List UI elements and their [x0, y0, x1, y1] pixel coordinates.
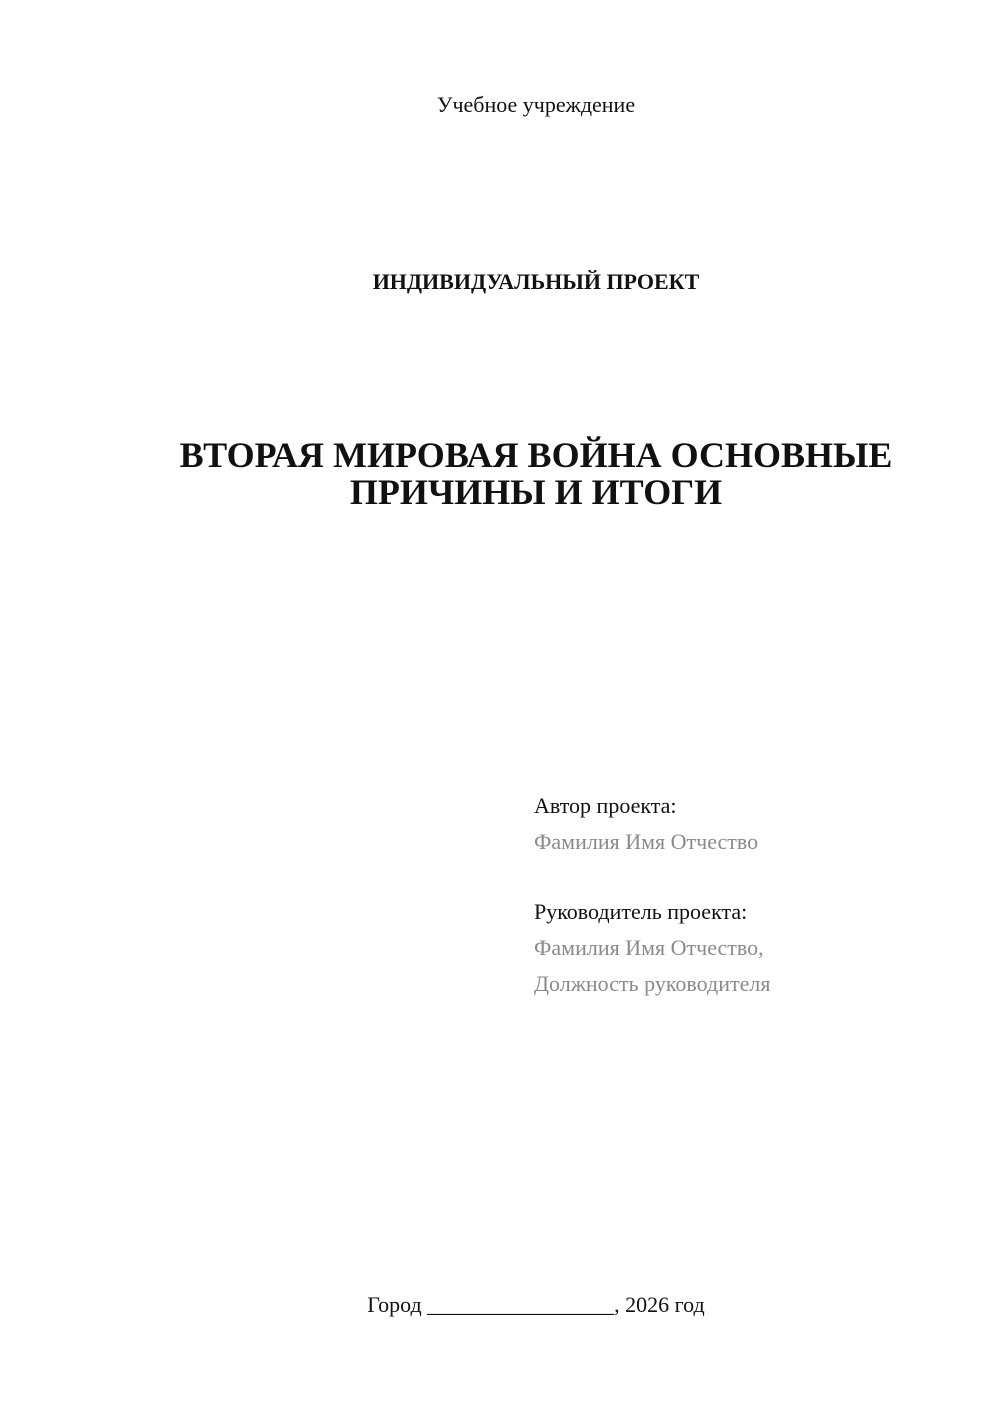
document-title-line-1: ВТОРАЯ МИРОВАЯ ВОЙНА ОСНОВНЫЕ	[179, 435, 893, 475]
info-spacer	[534, 860, 974, 894]
author-name: Фамилия Имя Отчество	[534, 829, 759, 854]
supervisor-label: Руководитель проекта:	[534, 899, 748, 924]
institution-name: Учебное учреждение	[436, 92, 636, 117]
supervisor-name: Фамилия Имя Отчество,	[534, 935, 764, 960]
project-info-block	[534, 788, 974, 1002]
author-label: Автор проекта:	[534, 793, 677, 818]
document-title	[110, 437, 962, 511]
supervisor-position: Должность руководителя	[534, 971, 771, 996]
document-type: ИНДИВИДУАЛЬНЫЙ ПРОЕКТ	[372, 269, 700, 294]
city-year-line: Город _________________, 2026 год	[367, 1292, 705, 1317]
document-title-line-2: ПРИЧИНЫ И ИТОГИ	[349, 472, 723, 512]
